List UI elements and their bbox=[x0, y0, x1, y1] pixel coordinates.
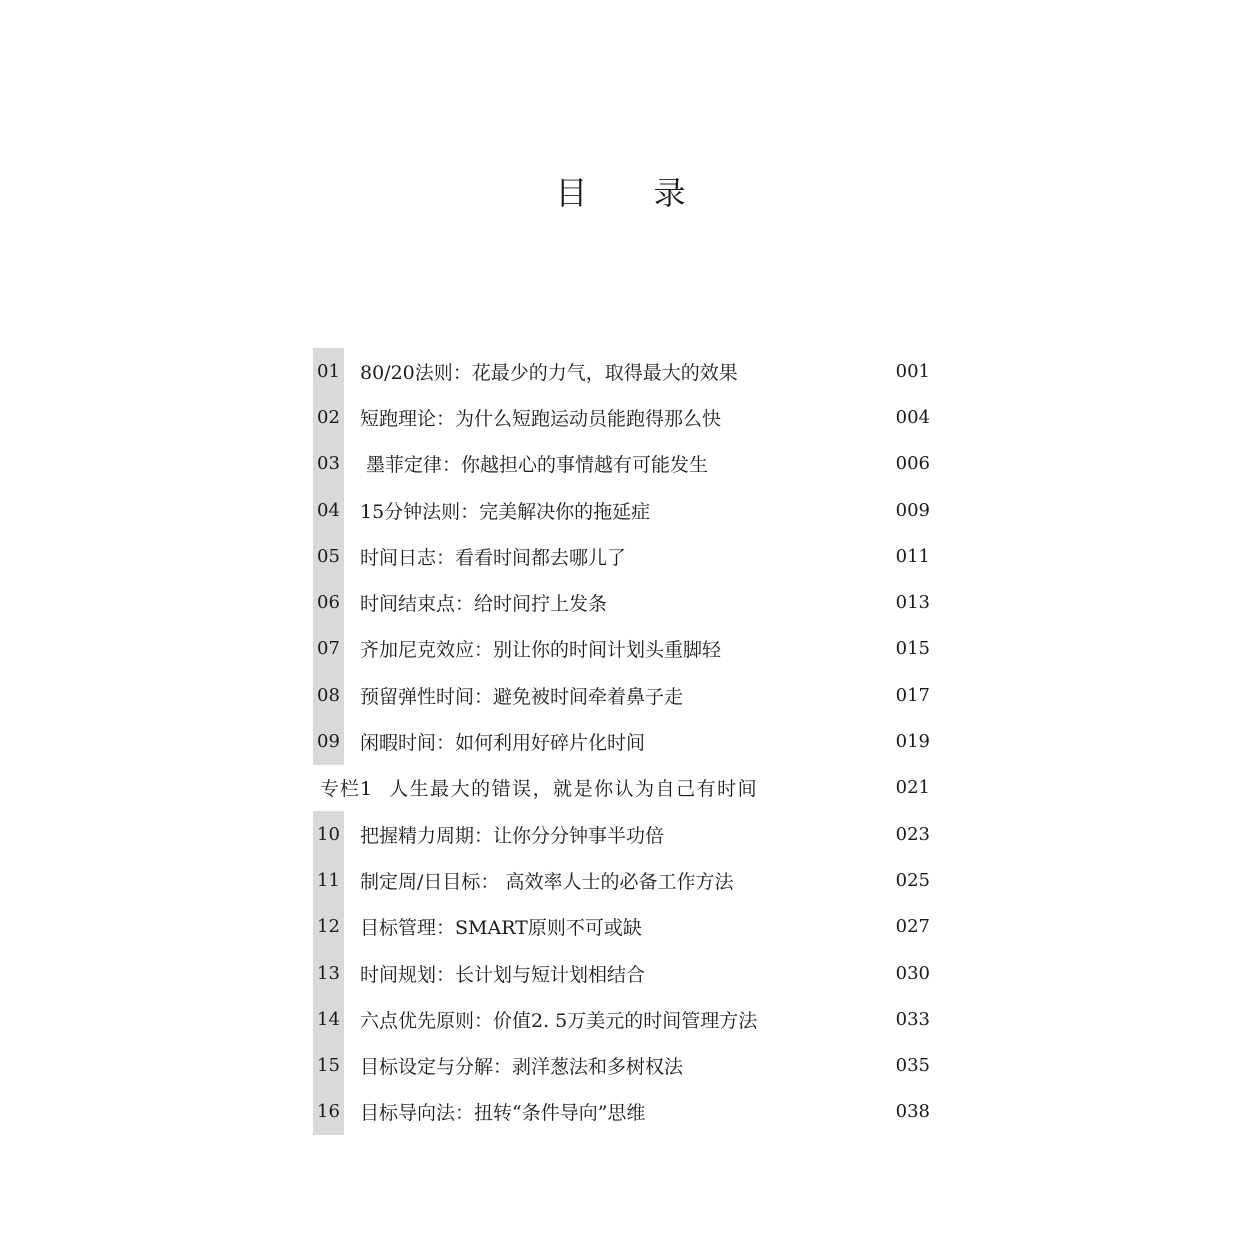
chapter-title: 墨菲定律：你越担心的事情越有可能发生 bbox=[366, 454, 709, 477]
chapter-number: 02 bbox=[313, 394, 344, 440]
chapter-number: 12 bbox=[313, 904, 344, 950]
page-number: 013 bbox=[895, 592, 930, 614]
toc-entry-05[interactable] bbox=[313, 533, 938, 579]
chapter-title: 制定周/日目标： 高效率人士的必备工作方法 bbox=[360, 870, 734, 893]
chapter-number: 15 bbox=[313, 1042, 344, 1088]
column-label: 专栏1 bbox=[320, 778, 374, 801]
column-title: 人生最大的错误，就是你认为自己有时间 bbox=[389, 778, 759, 801]
page-number: 023 bbox=[895, 823, 930, 845]
chapter-title: 时间规划：长计划与短计划相结合 bbox=[360, 963, 646, 986]
chapter-number: 06 bbox=[313, 579, 344, 625]
page-number: 027 bbox=[895, 916, 930, 938]
page-number: 030 bbox=[895, 962, 930, 984]
toc-entry-16[interactable] bbox=[313, 1089, 938, 1135]
toc-entry-11[interactable] bbox=[313, 857, 938, 903]
chapter-number: 14 bbox=[313, 996, 344, 1042]
chapter-number: 09 bbox=[313, 718, 344, 764]
page-number: 021 bbox=[895, 777, 930, 799]
page-number: 011 bbox=[895, 545, 930, 567]
chapter-title: 时间日志：看看时间都去哪儿了 bbox=[360, 546, 627, 569]
toc-entry-01[interactable] bbox=[313, 348, 938, 394]
chapter-title: 短跑理论：为什么短跑运动员能跑得那么快 bbox=[360, 407, 722, 430]
toc-entry-03[interactable] bbox=[313, 441, 938, 487]
chapter-number: 16 bbox=[313, 1089, 344, 1135]
page-number: 001 bbox=[895, 360, 930, 382]
toc-column-entry[interactable] bbox=[313, 765, 938, 811]
chapter-number: 11 bbox=[313, 857, 344, 903]
toc-entry-13[interactable] bbox=[313, 950, 938, 996]
page-number: 004 bbox=[895, 406, 930, 428]
toc-entry-08[interactable] bbox=[313, 672, 938, 718]
chapter-number: 04 bbox=[313, 487, 344, 533]
chapter-number: 05 bbox=[313, 533, 344, 579]
toc-entry-09[interactable] bbox=[313, 718, 938, 764]
page-title: 目 录 bbox=[555, 174, 714, 212]
chapter-title: 15分钟法则：完美解决你的拖延症 bbox=[360, 500, 651, 523]
chapter-title: 预留弹性时间：避免被时间牵着鼻子走 bbox=[360, 685, 684, 708]
chapter-title: 齐加尼克效应：别让你的时间计划头重脚轻 bbox=[360, 639, 722, 662]
page-number: 035 bbox=[895, 1055, 930, 1077]
chapter-number: 03 bbox=[313, 441, 344, 487]
toc-entry-10[interactable] bbox=[313, 811, 938, 857]
toc-entry-02[interactable] bbox=[313, 394, 938, 440]
toc-entry-15[interactable] bbox=[313, 1042, 938, 1088]
chapter-number: 10 bbox=[313, 811, 344, 857]
page-number: 009 bbox=[895, 499, 930, 521]
chapter-title: 时间结束点：给时间拧上发条 bbox=[360, 593, 608, 616]
chapter-title: 六点优先原则：价值2. 5万美元的时间管理方法 bbox=[360, 1009, 758, 1032]
toc-entry-12[interactable] bbox=[313, 904, 938, 950]
page-number: 025 bbox=[895, 869, 930, 891]
toc-entry-07[interactable] bbox=[313, 626, 938, 672]
table-of-contents bbox=[313, 348, 938, 1135]
toc-entry-06[interactable] bbox=[313, 579, 938, 625]
chapter-title: 目标导向法：扭转“条件导向”思维 bbox=[360, 1102, 646, 1125]
chapter-number: 01 bbox=[313, 348, 344, 394]
toc-entry-14[interactable] bbox=[313, 996, 938, 1042]
page-number: 033 bbox=[895, 1008, 930, 1030]
chapter-number: 07 bbox=[313, 626, 344, 672]
page-number: 038 bbox=[895, 1101, 930, 1123]
chapter-title: 把握精力周期：让你分分钟事半功倍 bbox=[360, 824, 665, 847]
chapter-number: 08 bbox=[313, 672, 344, 718]
page-number: 017 bbox=[895, 684, 930, 706]
page-number: 019 bbox=[895, 731, 930, 753]
chapter-title: 80/20法则：花最少的力气，取得最大的效果 bbox=[360, 361, 738, 384]
chapter-title: 目标设定与分解：剥洋葱法和多树权法 bbox=[360, 1056, 684, 1079]
chapter-number: 13 bbox=[313, 950, 344, 996]
chapter-title: 目标管理：SMART原则不可或缺 bbox=[360, 917, 642, 940]
page-number: 015 bbox=[895, 638, 930, 660]
chapter-title: 闲暇时间：如何利用好碎片化时间 bbox=[360, 732, 646, 755]
page-number: 006 bbox=[895, 453, 930, 475]
toc-entry-04[interactable] bbox=[313, 487, 938, 533]
